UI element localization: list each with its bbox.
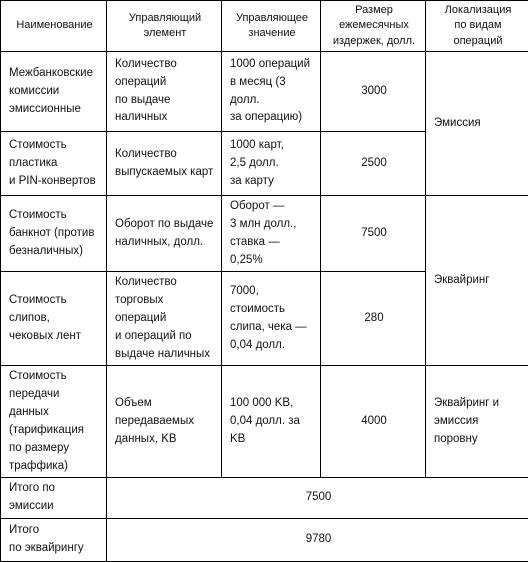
header-name: Наименование (1, 1, 107, 52)
total-value: 7500 (107, 478, 528, 519)
row-cost: 2500 (321, 132, 426, 196)
row-element: Оборот по выдаче наличных, долл. (107, 196, 222, 272)
row-cost: 280 (321, 272, 426, 366)
row-value: Оборот — 3 млн долл., ставка — 0,25% (222, 196, 321, 272)
header-localization: Локализация по видам операций (426, 1, 528, 52)
header-row (1, 1, 528, 52)
row-element: Количество торговых операций и операций по выдаче наличных (107, 272, 222, 366)
row-cost: 7500 (321, 196, 426, 272)
localization-both: Эквайринг и эмиссия поровну (426, 366, 528, 478)
total-row (1, 518, 528, 561)
row-value: 1000 операций в месяц (3 долл. за операцию) (222, 52, 321, 132)
total-label: Итого по эмиссии (1, 478, 107, 519)
header-element: Управляющий элемент (107, 1, 222, 52)
table-row (1, 52, 528, 132)
row-cost: 4000 (321, 366, 426, 478)
row-name: Стоимость банкнот (против безналичных) (1, 196, 107, 272)
row-name: Стоимость передачи данных (тарификация по размеру траффика) (1, 366, 107, 478)
row-name: Стоимость пластика и PIN-конвертов (1, 132, 107, 196)
total-row (1, 478, 528, 519)
row-name: Межбанковские комиссии эмиссионные (1, 52, 107, 132)
table-row (1, 366, 528, 478)
localization-emission: Эмиссия (426, 52, 528, 196)
localization-acquiring: Эквайринг (426, 196, 528, 366)
total-value: 9780 (107, 518, 528, 561)
row-element: Количество выпускаемых карт (107, 132, 222, 196)
header-value: Управляющее значение (222, 1, 321, 52)
table-row (1, 196, 528, 272)
row-cost: 3000 (321, 52, 426, 132)
row-value: 7000, стоимость слипа, чека — 0,04 долл. (222, 272, 321, 366)
total-label: Итого по эквайрингу (1, 518, 107, 561)
row-value: 100 000 KB, 0,04 долл. за KB (222, 366, 321, 478)
row-element: Количество операций по выдаче наличных (107, 52, 222, 132)
row-value: 1000 карт, 2,5 долл. за карту (222, 132, 321, 196)
row-element: Объем передаваемых данных, KB (107, 366, 222, 478)
header-cost: Размер ежемесячных издержек, долл. (321, 1, 426, 52)
row-name: Стоимость слипов, чековых лент (1, 272, 107, 366)
